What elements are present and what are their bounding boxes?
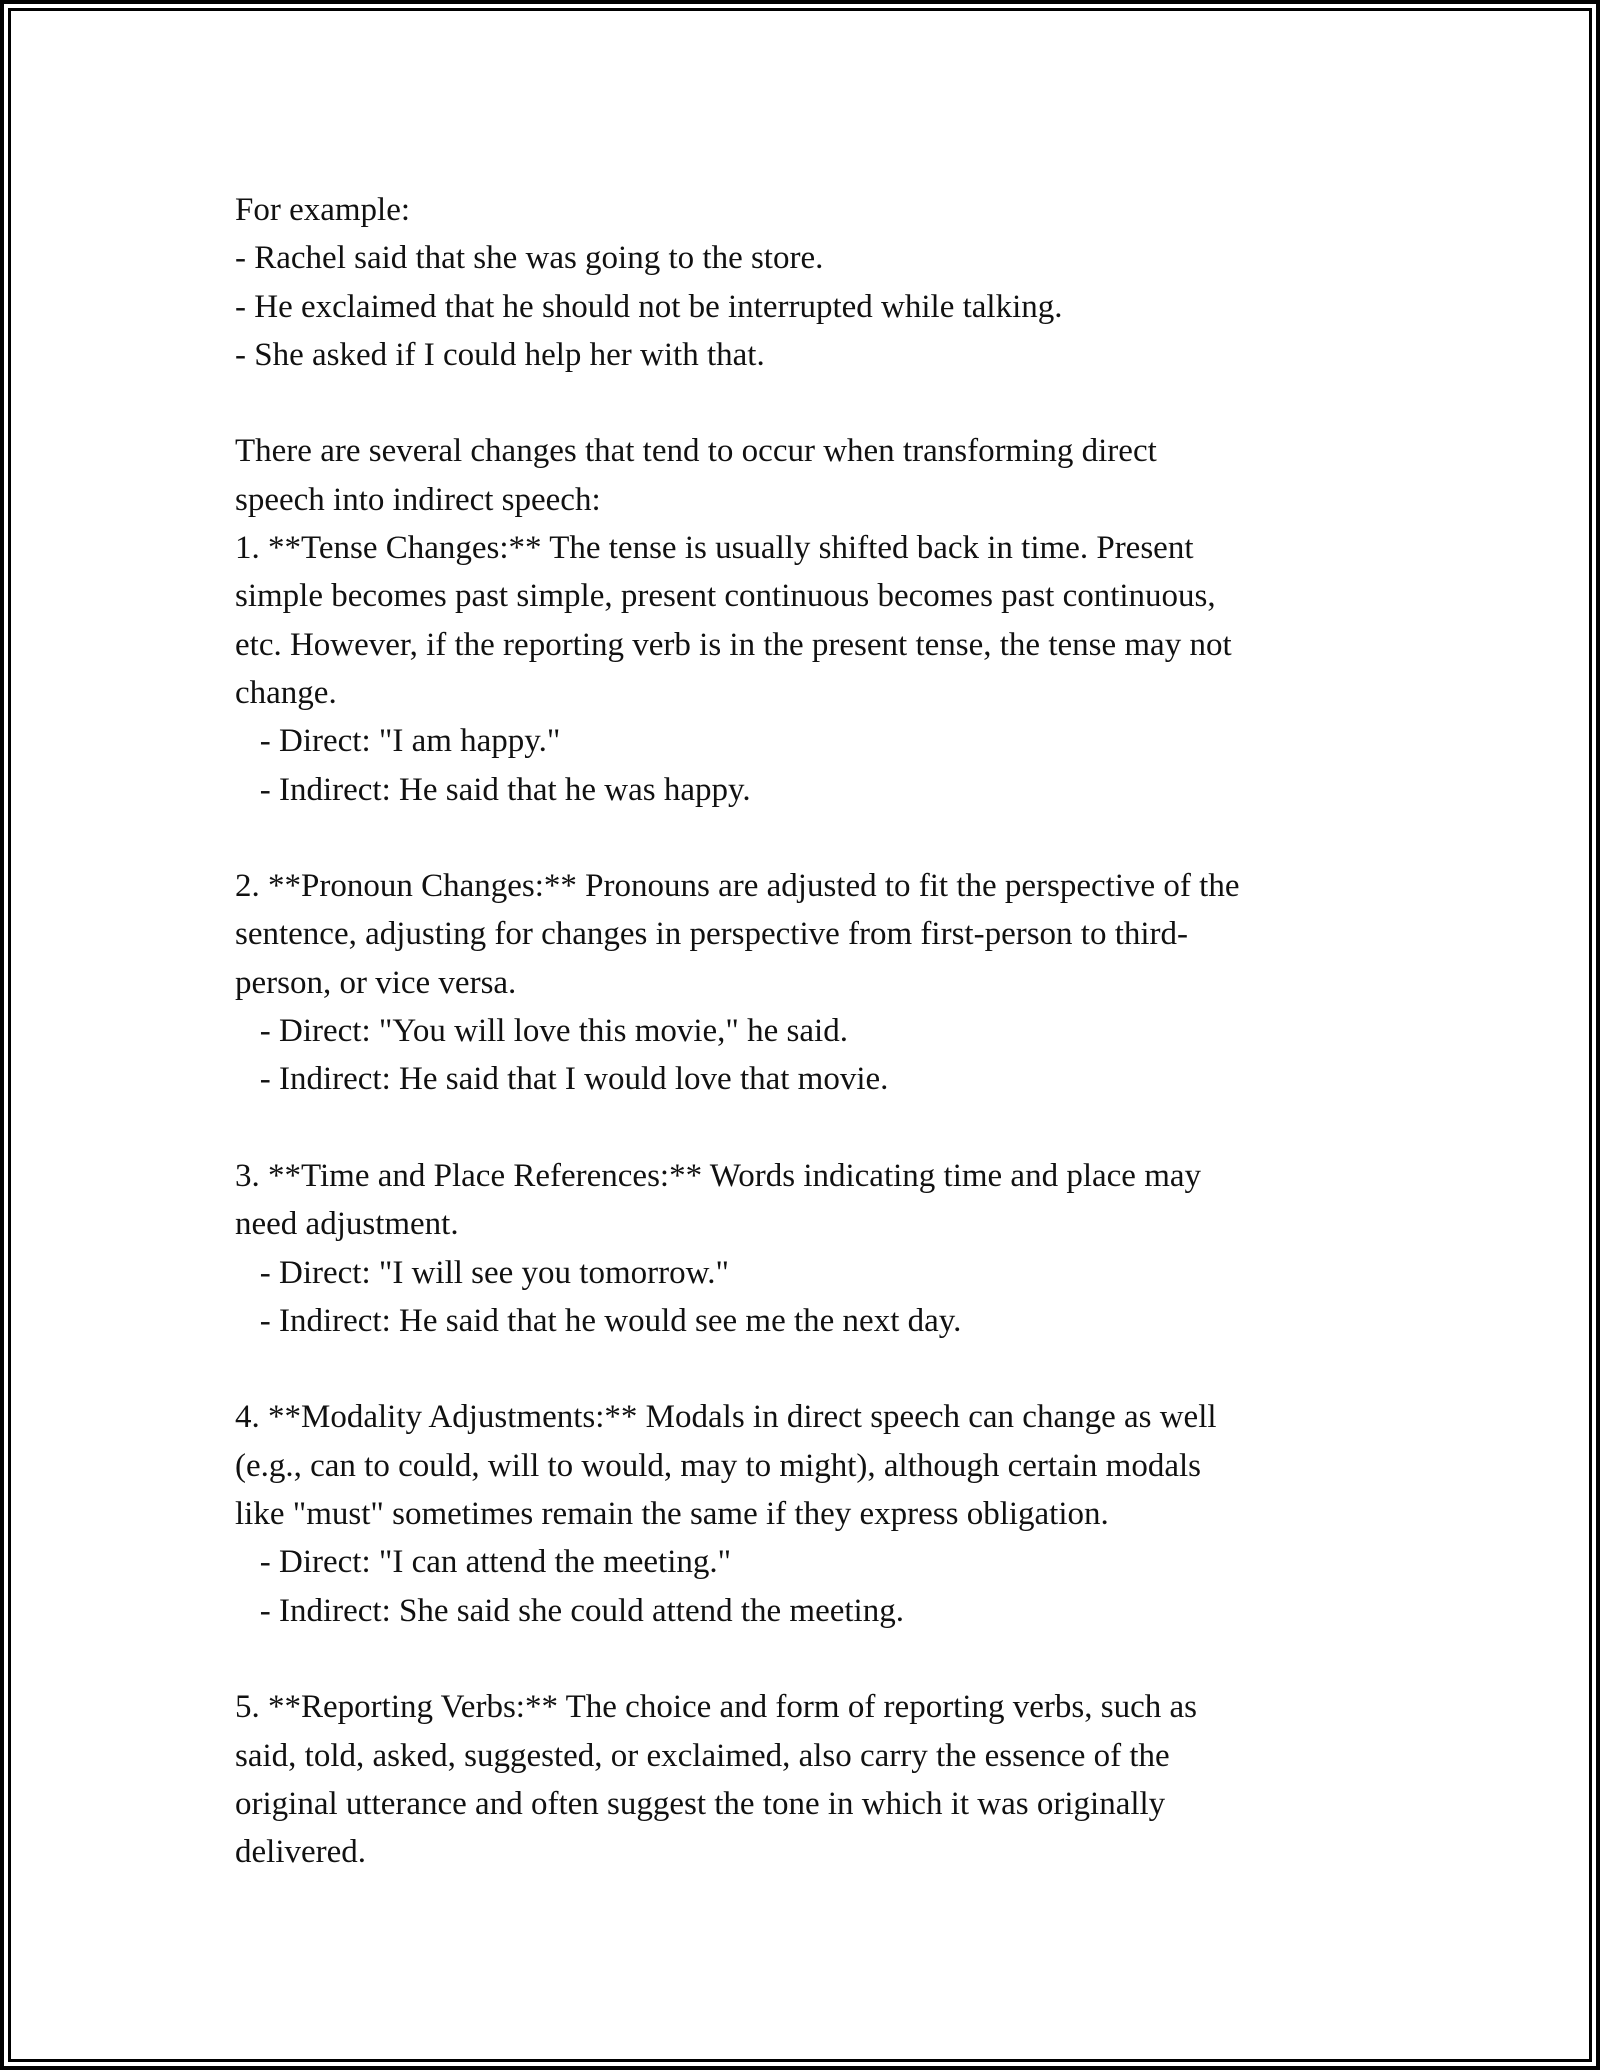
text-line: sentence, adjusting for changes in perspective from first-person to third- [235,916,1189,953]
pronoun-changes-block [235,862,1365,1103]
example-line: - Indirect: She said she could attend the meeting. [235,1592,904,1629]
text-line: There are several changes that tend to occur when transforming direct [235,433,1157,470]
text-line: - She asked if I could help her with that. [235,336,765,373]
text-line: 3. **Time and Place References:** Words indicating time and place may [235,1157,1202,1194]
paragraph-spacer [235,1345,1365,1393]
paragraph-spacer [235,379,1365,427]
text-line: change. [235,674,337,711]
text-line: simple becomes past simple, present continuous becomes past continuous, [235,578,1216,615]
example-line: - Direct: "I will see you tomorrow." [235,1254,730,1291]
text-line: - He exclaimed that he should not be interrupted while talking. [235,288,1063,325]
time-place-block [235,1152,1365,1345]
example-line: - Indirect: He said that I would love that movie. [235,1061,889,1098]
modality-block [235,1393,1365,1634]
text-line: 1. **Tense Changes:** The tense is usually shifted back in time. Present [235,530,1194,567]
text-line: etc. However, if the reporting verb is in the present tense, the tense may not [235,626,1232,663]
text-line: 2. **Pronoun Changes:** Pronouns are adjusted to fit the perspective of the [235,868,1240,905]
example-line: - Indirect: He said that he would see me the next day. [235,1302,962,1339]
text-line: speech into indirect speech: [235,481,601,518]
text-line: person, or vice versa. [235,964,517,1001]
paragraph-spacer [235,814,1365,862]
document-body [235,186,1365,1876]
example-line: - Direct: "I am happy." [235,723,561,760]
tense-changes-block [235,427,1365,813]
reporting-verbs-block [235,1683,1365,1876]
text-line: delivered. [235,1834,367,1871]
paragraph-spacer [235,1104,1365,1152]
examples-block [235,186,1365,379]
text-line: 5. **Reporting Verbs:** The choice and form of reporting verbs, such as [235,1689,1197,1726]
text-line: - Rachel said that she was going to the store. [235,240,824,277]
text-line: need adjustment. [235,1206,459,1243]
text-line: like "must" sometimes remain the same if they express obligation. [235,1496,1109,1533]
text-line: said, told, asked, suggested, or exclaimed, also carry the essence of the [235,1737,1170,1774]
text-line: 4. **Modality Adjustments:** Modals in direct speech can change as well [235,1399,1217,1436]
text-line: For example: [235,192,411,228]
example-line: - Direct: "You will love this movie," he said. [235,1013,848,1050]
text-line: (e.g., can to could, will to would, may to might), although certain modals [235,1447,1201,1484]
example-line: - Direct: "I can attend the meeting." [235,1544,732,1581]
example-line: - Indirect: He said that he was happy. [235,771,751,808]
paragraph-spacer [235,1635,1365,1683]
text-line: original utterance and often suggest the tone in which it was originally [235,1785,1166,1822]
